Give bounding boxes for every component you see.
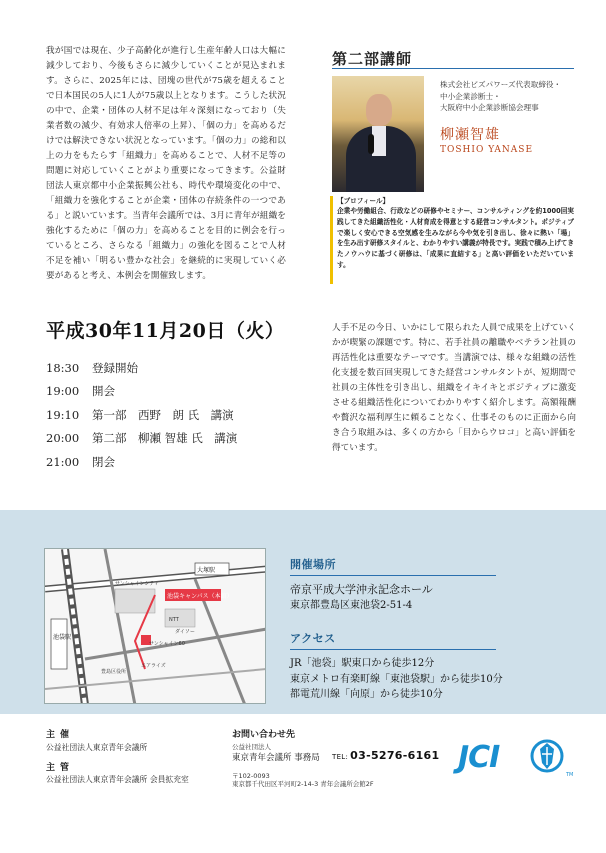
- contact-address: 東京都千代田区平河町2-14-3 青年会議所会館2F: [232, 780, 374, 788]
- schedule-event: 第一部 西野 朗 氏 講演: [92, 407, 234, 422]
- lecture-description: 人手不足の今日、いかにして限られた人員で成果を上げていくかが喫緊の課題です。特に、若手社員の離職やベテラン社員の再活性化は重要なテーマです。当講演では、様々な組織の活性化支援を数百回実現してきた経営コンサルタントが、短期間で社員の主体性を引き出し、組織をイキイキとポジティブに激変させる組織活性化についてわかりやすく紹介します。高額報酬や贅沢な福利厚生に頼ることなく、仕事そのものに正面から向き合う取組みは、多くの方から「目からウロコ」と高い評価を得ています。: [332, 323, 576, 453]
- schedule-event: 第二部 柳瀬 智雄 氏 講演: [92, 431, 238, 446]
- map-label-ikebukuro: 池袋駅: [53, 634, 72, 641]
- schedule-row: [46, 450, 296, 474]
- map-label-ntt: NTT: [169, 617, 179, 623]
- venue-address: 東京都豊島区東池袋2-51-4: [290, 600, 413, 611]
- venue-rule: [290, 575, 496, 576]
- contact-phone[interactable]: [332, 749, 439, 762]
- schedule-time: 20:00: [46, 431, 80, 446]
- schedule-event: 登録開始: [92, 360, 138, 375]
- speaker-photo: [332, 76, 424, 192]
- contact-label: お問い合わせ先: [232, 730, 296, 740]
- map-label-airise: エアライズ: [141, 663, 166, 669]
- speaker-heading: 第二部講師: [332, 50, 413, 68]
- speaker-name: 柳瀬智雄: [440, 127, 500, 143]
- map-label-sunshine-city: サンシャインシティ: [115, 581, 160, 587]
- map-label-otsuka: 大塚駅: [197, 567, 216, 574]
- speaker-title-line: 大阪府中小企業診断協会理事: [440, 103, 539, 112]
- speaker-heading-rule: [332, 68, 574, 69]
- map-label-campus: 池袋キャンパス（本館）: [167, 593, 233, 600]
- speaker-title-line: 株式会社ビズパワーズ代表取締役・: [440, 80, 562, 89]
- schedule-time: 19:00: [46, 384, 80, 399]
- contact-zip: 〒102-0093: [232, 772, 270, 780]
- profile-label: 【プロフィール】: [337, 197, 390, 205]
- access-rule: [290, 649, 496, 650]
- phone-number[interactable]: 03-5276-6161: [350, 749, 440, 762]
- management-value: 公益社団法人東京青年会議所 会員拡充室: [46, 775, 189, 784]
- intro-text: [46, 44, 286, 284]
- speaker-profile: [330, 196, 574, 284]
- access-line: 都電荒川線「向原」から徒歩10分: [290, 689, 443, 700]
- photo-shirt: [372, 126, 386, 156]
- microphone-icon: [368, 134, 374, 154]
- phone-prefix: TEL:: [332, 753, 349, 761]
- map-label-daiso: ダイソー: [175, 629, 195, 635]
- map-label-ward-office: 豊島区役所: [101, 669, 127, 675]
- access-line: 東京メトロ有楽町線「東池袋駅」から徒歩10分: [290, 673, 503, 685]
- host-value: 公益社団法人東京青年会議所: [46, 743, 148, 752]
- contact-office: 東京青年会議所 事務局: [232, 753, 320, 763]
- speaker-title: [440, 79, 561, 114]
- schedule-row: [46, 380, 296, 404]
- map-graphic: [45, 549, 266, 704]
- schedule-row: [46, 356, 296, 380]
- speaker-title-line: 中小企業診断士・: [440, 91, 501, 101]
- schedule-time: 19:10: [46, 407, 80, 422]
- venue-map: [44, 548, 266, 704]
- speaker-romaji: TOSHIO YANASE: [440, 145, 534, 155]
- event-date: 平成30年11月20日（火）: [46, 320, 285, 342]
- map-label-sunshine60: サンシャイン60: [149, 641, 185, 647]
- jci-logo: JCI: [458, 740, 500, 775]
- venue-section: [290, 556, 496, 613]
- jci-emblem-icon: [530, 736, 564, 776]
- intro-paragraph: 我が国では現在、少子高齢化が進行し生産年齢人口は大幅に減少しており、今後もさらに減少していくことが見込まれます。さらに、2025年には、団塊の世代が75歳を超えることで日本国民の5人に1人が75歳以上となります。こうした状況の中で、企業・団体の人材不足は年々深刻になっており（失業者数の減少、有効求人倍率の上昇）、「個の力」を高めるだけでは解決できない状況となっています。「個の力」の総和以上の力をもたらす「組織力」を高めることで、人材不足等の問題に対応していくことがより重要になってきます。公益財団法人東京都中小企業振興公社も、時代や環境変化の中で、「組織力を強化することが企業・団体の存続条件の一つである」と説いています。当青年会議所では、3月に青年が組織を強化するために「個の力」を高めることを目的に例会を行っているところ、さらなる「組織力」の強化を図ることで人材不足を補い「明るい豊かな社会」を継続的に実現していく必要があると考え、本例会を開催致します。: [46, 46, 286, 281]
- access-line: JR「池袋」駅東口から徒歩12分: [290, 658, 435, 669]
- venue-name: 帝京平成大学沖永記念ホール: [290, 583, 433, 596]
- management-label: 主管: [46, 763, 75, 773]
- jci-trademark: TM: [566, 772, 574, 778]
- schedule-event: 閉会: [92, 454, 115, 469]
- event-schedule: [46, 356, 296, 474]
- photo-head: [366, 94, 392, 126]
- schedule-event: 開会: [92, 384, 115, 399]
- host-label: 主催: [46, 730, 75, 740]
- schedule-row: [46, 403, 296, 427]
- contact-org: 公益社団法人: [232, 743, 271, 751]
- schedule-time: 21:00: [46, 454, 80, 469]
- schedule-time: 18:30: [46, 360, 80, 375]
- schedule-row: [46, 427, 296, 451]
- profile-text: 企業や労働組合、行政などの研修やセミナー、コンサルティングを約1000回実践してきた組織活性化・人材育成を得意とする経営コンサルタント。ポジティブで楽しく安心できる空気感を生みながら今や気を引き出し、徐々に熱い「場」を生み出す研修スタイルと、わかりやすい講義が特長です。実践で積み上げてきたノウハウに基づく研修は、「成果に直結する」と高い評価をいただいています。: [337, 207, 574, 269]
- access-heading: アクセス: [290, 632, 336, 645]
- access-section: [290, 630, 503, 703]
- venue-heading: 開催場所: [290, 558, 336, 571]
